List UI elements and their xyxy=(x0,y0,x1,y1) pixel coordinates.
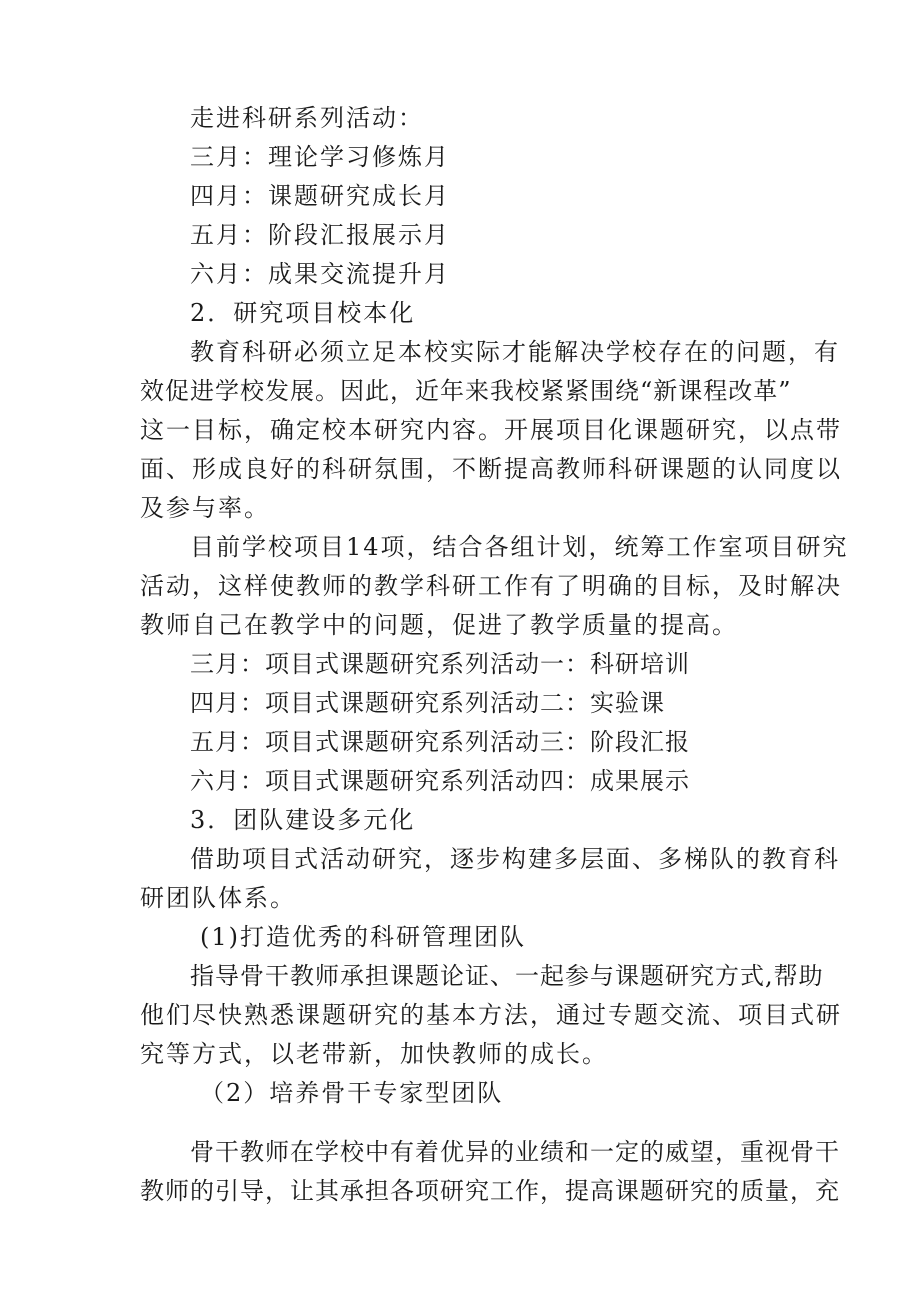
paragraph-line: 骨干教师在学校中有着优异的业绩和一定的威望，重视骨干 xyxy=(190,1138,840,1166)
paragraph-line: 教育科研必须立足本校实际才能解决学校存在的问题，有 xyxy=(190,338,840,366)
project-month-item: 六月：项目式课题研究系列活动四：成果展示 xyxy=(190,767,690,795)
section-heading: 3．团队建设多元化 xyxy=(190,806,416,834)
paragraph-line: 及参与率。 xyxy=(140,494,270,522)
project-month-item: 三月：项目式课题研究系列活动一：科研培训 xyxy=(190,650,690,678)
paragraph-line: 他们尽快熟悉课题研究的基本方法，通过专题交流、项目式研 xyxy=(140,1001,842,1029)
project-month-item: 四月：项目式课题研究系列活动二：实验课 xyxy=(190,689,665,717)
subsection-heading: (1)打造优秀的科研管理团队 xyxy=(200,923,526,951)
month-item: 六月：成果交流提升月 xyxy=(190,260,450,288)
section-heading: 2．研究项目校本化 xyxy=(190,299,416,327)
paragraph-line: 借助项目式活动研究，逐步构建多层面、多梯队的教育科 xyxy=(190,845,840,873)
paragraph-line: 究等方式，以老带新，加快教师的成长。 xyxy=(140,1040,608,1068)
month-item: 三月：理论学习修炼月 xyxy=(190,143,450,171)
month-item: 四月：课题研究成长月 xyxy=(190,182,450,210)
month-item: 五月：阶段汇报展示月 xyxy=(190,221,450,249)
paragraph-line: 教师的引导，让其承担各项研究工作，提高课题研究的质量，充 xyxy=(140,1177,840,1205)
paragraph-line: 教师自己在教学中的问题，促进了教学质量的提高。 xyxy=(140,611,738,639)
paragraph-line: 面、形成良好的科研氛围，不断提高教师科研课题的认同度以 xyxy=(140,455,842,483)
subsection-heading: （2）培养骨干专家型团队 xyxy=(200,1079,504,1107)
paragraph-line: 效促进学校发展。因此，近年来我校紧紧围绕“新课程改革” xyxy=(140,377,792,405)
project-month-item: 五月：项目式课题研究系列活动三：阶段汇报 xyxy=(190,728,690,756)
paragraph-line: 指导骨干教师承担课题论证、一起参与课题研究方式,帮助 xyxy=(190,962,824,990)
paragraph-line: 目前学校项目14项，结合各组计划，统筹工作室项目研究 xyxy=(190,533,849,561)
paragraph-line: 活动，这样使教师的教学科研工作有了明确的目标，及时解决 xyxy=(140,572,842,600)
paragraph-line: 研团队体系。 xyxy=(140,884,296,912)
activity-heading: 走进科研系列活动： xyxy=(190,104,424,132)
paragraph-line: 这一目标，确定校本研究内容。开展项目化课题研究，以点带 xyxy=(140,416,842,444)
